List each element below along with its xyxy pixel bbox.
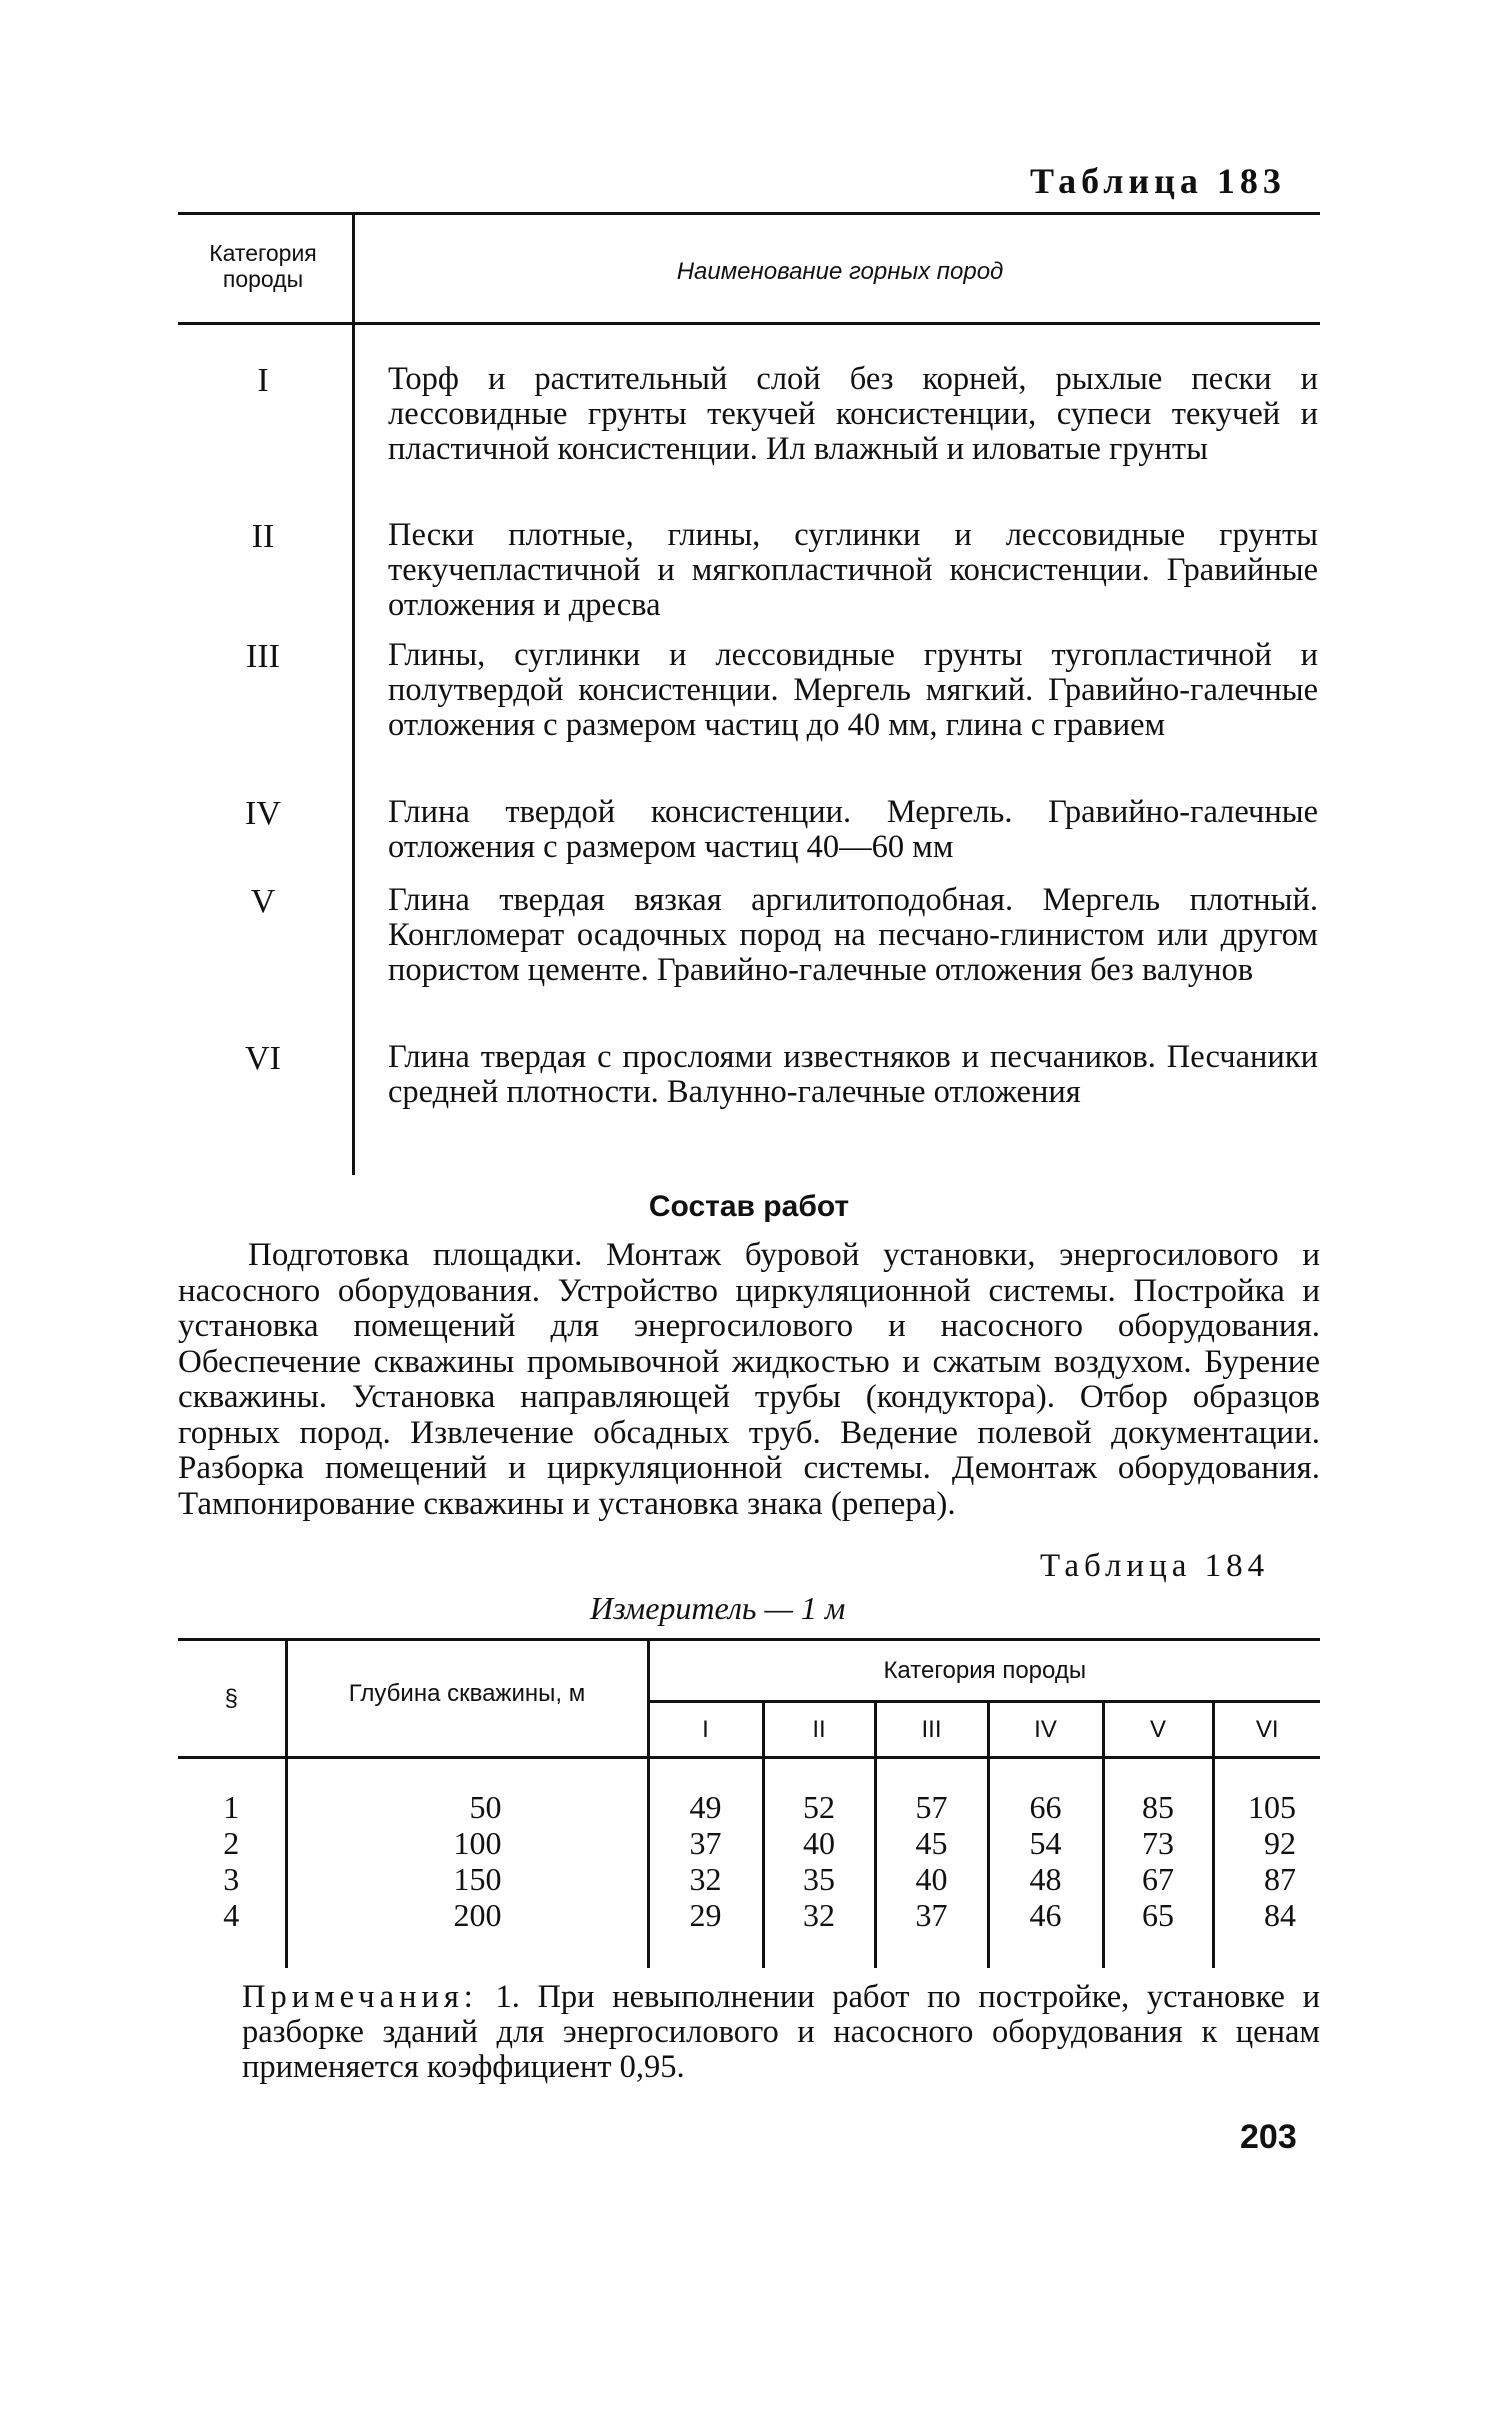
table-184-cell: 32 [803, 1897, 835, 1933]
work-composition-paragraph: Подготовка площадки. Монтаж буровой установки, энергосилового и насосного оборудования. Устройство циркуляционной системы. Постройка и установка помещений для энергосилового и насосного оборудования. Обеспечение скважины промывочной жидкостью и сжатым воздухом. Бурение скважины. Установка направляющей трубы (кондуктора). Отбор образцов горных пород. Извлечение обсадных труб. Ведение полевой документации. Разборка помещений и циркуляционной системы. Демонтаж оборудования. Тампонирование скважины и установка знака (репера). [178, 1237, 1320, 1522]
table-184-cell: 45 [915, 1825, 948, 1861]
table-184-cell: 57 [915, 1789, 948, 1825]
table-183-top-rule [178, 212, 1320, 215]
table-183-row-3-category: III [246, 638, 280, 675]
table-184-cell: 2 [223, 1825, 240, 1861]
table-184-cell: 84 [1264, 1897, 1297, 1933]
table-184-cell: 46 [1029, 1897, 1062, 1933]
table-183-row-5-text: Глина твердая вязкая аргилитоподобная. Мергель плотный. Конгломерат осадочных пород на песчано-глинистом или другом пористом цементе. Гравийно-галечные отложения без валунов [388, 882, 1318, 988]
table-184-cell: 105 [1248, 1789, 1297, 1825]
table-184-cell: 48 [1029, 1861, 1062, 1897]
table-184-cat-6-column [1213, 1758, 1320, 1968]
table-184-header-cat-3: III [875, 1702, 988, 1758]
table-184-cat-2-column [763, 1758, 875, 1968]
table-183-row-1-category: I [257, 362, 269, 399]
table-183-column-rule [352, 215, 355, 1175]
table-184-cell: 73 [1142, 1825, 1174, 1861]
notes-text: 1. При невыполнении работ по постройке, установке и разборке зданий для энергосилового и насосного оборудования к ценам применяется коэффициент 0,95. [242, 1979, 1320, 2085]
notes-label: Примечания: [242, 1979, 478, 2015]
table-184-header-number: § [178, 1640, 286, 1758]
table-184-cat-1-column [648, 1758, 763, 1968]
table-184-cell: 85 [1142, 1789, 1174, 1825]
table-184-cell: 66 [1029, 1789, 1062, 1825]
table-184-cell: 4 [223, 1897, 240, 1933]
table-184-unit: Измеритель — 1 м [590, 1590, 846, 1626]
table-184-cell: 40 [915, 1861, 948, 1897]
notes [242, 1980, 1320, 2085]
table-184-cat-4-column [988, 1758, 1103, 1968]
table-184-cell: 65 [1142, 1897, 1174, 1933]
table-184-cell: 54 [1029, 1825, 1062, 1861]
table-183-row-5-category: V [250, 883, 276, 920]
table-184-header-cat-5: V [1103, 1702, 1213, 1758]
table-184-cell: 100 [453, 1825, 502, 1861]
table-184-cell: 52 [803, 1789, 835, 1825]
table-184 [178, 1638, 1320, 1968]
table-184-cell: 49 [689, 1789, 722, 1825]
table-184-cell: 37 [915, 1897, 948, 1933]
table-183-row-1-text: Торф и растительный слой без корней, рыхлые пески и лессовидные грунты текучей консистенции, супеси текучей и пластичной консистенции. Ил влажный и иловатые грунты [388, 361, 1318, 467]
table-183-row-4-category: IV [245, 795, 281, 832]
table-184-caption: Таблица 184 [1040, 1548, 1270, 1584]
table-184-header-category: Категория породы [648, 1640, 1320, 1702]
table-184-header-cat-1: I [648, 1702, 763, 1758]
table-184-cell: 35 [803, 1861, 835, 1897]
table-183-row-4-text: Глина твердой консистенции. Мергель. Гравийно-галечные отложения с размером частиц 40—60 мм [388, 794, 1318, 865]
table-183-row-2-text: Пески плотные, глины, суглинки и лессовидные грунты текучепластичной и мягкопластичной консистенции. Гравийные отложения и дресва [388, 517, 1318, 623]
table-184-cat-5-column [1103, 1758, 1213, 1968]
table-183-caption: Таблица 183 [1030, 161, 1286, 201]
table-183-header-rule [178, 322, 1320, 325]
table-184-cell: 92 [1264, 1825, 1297, 1861]
table-183-row-6-text: Глина твердая с прослоями известняков и песчаников. Песчаники средней плотности. Валунно-галечные отложения [388, 1039, 1318, 1110]
table-184-header-cat-2: II [763, 1702, 875, 1758]
table-183-header-category: Категория породы [209, 240, 317, 292]
table-184-cell: 67 [1142, 1861, 1174, 1897]
table-184-cell: 87 [1264, 1861, 1297, 1897]
table-184-cell: 32 [689, 1861, 722, 1897]
table-184-cell: 29 [689, 1897, 722, 1933]
table-183-header-name: Наименование горных пород [676, 258, 1004, 285]
table-184-cell: 40 [803, 1825, 835, 1861]
table-184-depth-column [286, 1758, 648, 1968]
table-183-row-2-category: II [251, 518, 275, 555]
page-number: 203 [1240, 2118, 1297, 2156]
section-title: Состав работ [648, 1190, 850, 1223]
table-184-cell: 200 [453, 1897, 502, 1933]
table-184-cell: 3 [223, 1861, 240, 1897]
table-184-header-cat-6: VI [1213, 1702, 1320, 1758]
table-184-cell: 50 [469, 1789, 502, 1825]
table-184-cell: 150 [453, 1861, 502, 1897]
table-184-cell: 37 [689, 1825, 722, 1861]
table-184-cat-3-column [875, 1758, 988, 1968]
table-184-cell: 1 [223, 1789, 240, 1825]
table-183-row-3-text: Глины, суглинки и лессовидные грунты тугопластичной и полутвердой консистенции. Мергель мягкий. Гравийно-галечные отложения с размером частиц до 40 мм, глина с гравием [388, 637, 1318, 743]
table-184-header-cat-4: IV [988, 1702, 1103, 1758]
table-183-row-6-category: VI [245, 1040, 281, 1077]
table-184-header-depth: Глубина скважины, м [286, 1640, 648, 1758]
table-184-number-column [178, 1758, 286, 1968]
